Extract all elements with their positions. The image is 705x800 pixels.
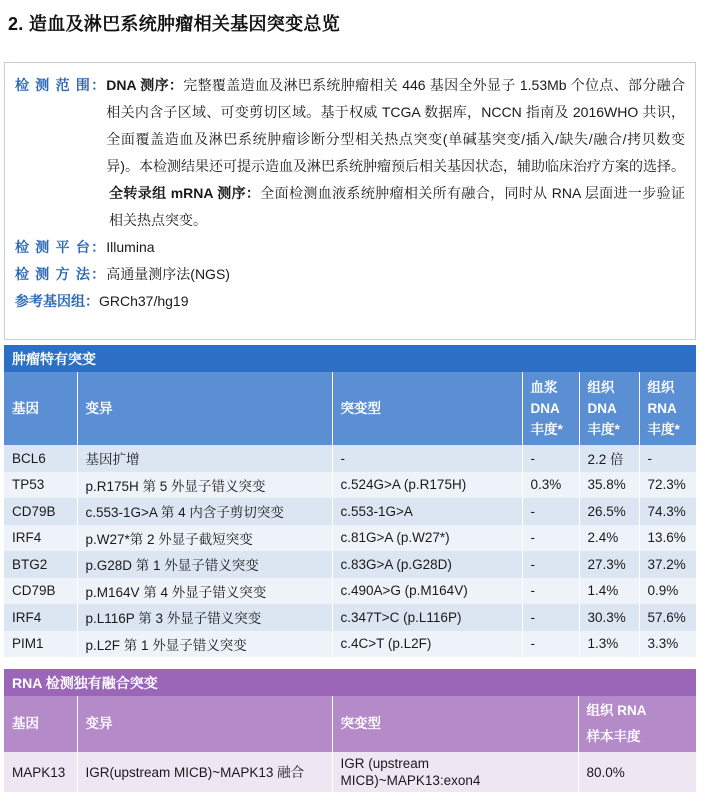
cell-tissue-rna: 0.9%: [647, 583, 679, 599]
dna-sequencing-text: [106, 72, 685, 180]
page-title: 2. 造血及淋巴系统肿瘤相关基因突变总览: [8, 14, 341, 34]
table-row: [4, 604, 696, 631]
dna-sequencing-desc: 完整覆盖造血及淋巴系统肿瘤相关 446 基因全外显子 1.53Mb 个位点、部分融合相关内含子区域、可变剪切区域。基于权威 TCGA 数据库，NCCN 指南及 2016WHO 共识，全面覆盖造血及淋巴系统肿瘤诊断分型相关热点突变(单碱基突变/插入/缺失/融合/拷贝数变异)。本检测结果还可提示造血及淋巴系统肿瘤预后相关基因状态，辅助临床治疗方案的选择。: [106, 77, 685, 174]
cell-tissue-dna: 2.4%: [579, 525, 639, 552]
cell-gene: PIM1: [4, 631, 77, 658]
reference-genome-value: GRCh37/hg19: [99, 293, 189, 309]
cell-tissue-dna: 26.5%: [579, 498, 639, 525]
cell-variant: p.W27*第 2 外显子截短突变: [77, 525, 332, 552]
cell-mutation-type: c.524G>A (p.R175H): [332, 472, 522, 499]
cell-tissue-rna: 3.3%: [647, 636, 679, 652]
cell-gene: CD79B: [4, 578, 77, 605]
cell-variant: c.553-1G>A 第 4 内含子剪切突变: [77, 498, 332, 525]
cell-plasma-dna: -: [522, 525, 579, 552]
cell-gene: IRF4: [4, 525, 77, 552]
cell-gene: BCL6: [4, 445, 77, 472]
tumor-mutation-section-title: 肿瘤特有突变: [4, 345, 696, 372]
detection-method-label: 检 测 方 法：: [15, 266, 107, 282]
table-row: [4, 525, 696, 552]
detection-platform-label: 检 测 平 台：: [15, 239, 107, 255]
cell-tissue-rna: 72.3%: [647, 477, 686, 493]
rna-cell-variant: IGR(upstream MICB)~MAPK13 融合: [77, 752, 332, 792]
cell-tissue-rna: 57.6%: [647, 609, 686, 625]
rna-cell-sample-abundance: 80.0%: [586, 764, 625, 780]
detection-platform-row: [15, 234, 685, 261]
cell-tissue-dna: 27.3%: [579, 551, 639, 578]
cell-variant: p.G28D 第 1 外显子错义突变: [77, 551, 332, 578]
cell-variant: p.L2F 第 1 外显子错义突变: [77, 631, 332, 658]
detection-method-row: [15, 261, 685, 288]
tumor-table-header-row: [4, 372, 696, 445]
cell-tissue-rna: 37.2%: [647, 556, 686, 572]
detection-method-value: 高通量测序法(NGS): [106, 266, 230, 282]
rna-fusion-table: [4, 696, 696, 792]
cell-tissue-rna: -: [647, 450, 652, 466]
detection-info-box: [4, 62, 696, 340]
cell-tissue-dna: 30.3%: [579, 604, 639, 631]
detection-platform-value: Illumina: [106, 239, 155, 255]
cell-variant: 基因扩增: [77, 445, 332, 472]
rna-table-header-row: [4, 696, 696, 752]
cell-variant: p.R175H 第 5 外显子错义突变: [77, 472, 332, 499]
reference-genome-row: [15, 288, 685, 315]
cell-gene: BTG2: [4, 551, 77, 578]
detection-scope-row: [15, 72, 685, 180]
rna-col-header-mutation-type: 突变型: [332, 696, 578, 752]
cell-variant: p.L116P 第 3 外显子错义突变: [77, 604, 332, 631]
cell-tissue-dna: 2.2 倍: [579, 445, 639, 472]
cell-gene: TP53: [4, 472, 77, 499]
cell-mutation-type: c.81G>A (p.W27*): [332, 525, 522, 552]
table-row: [4, 498, 696, 525]
rna-col-header-gene: 基因: [4, 696, 77, 752]
cell-mutation-type: c.4C>T (p.L2F): [332, 631, 522, 658]
cell-gene: CD79B: [4, 498, 77, 525]
cell-plasma-dna: -: [522, 498, 579, 525]
detection-scope-label: 检 测 范 围：: [15, 77, 107, 93]
rna-col-header-sample-abundance: 组织 RNA 样本丰度: [578, 696, 696, 752]
table-row: [4, 551, 696, 578]
table-row: [4, 472, 696, 499]
rna-col-header-variant: 变异: [77, 696, 332, 752]
cell-mutation-type: c.83G>A (p.G28D): [332, 551, 522, 578]
cell-tissue-dna: 1.3%: [579, 631, 639, 658]
rna-cell-mutation-type: IGR (upstream MICB)~MAPK13:exon4: [332, 752, 578, 792]
col-header-gene: 基因: [4, 372, 77, 445]
cell-tissue-dna: 35.8%: [579, 472, 639, 499]
cell-tissue-rna: 74.3%: [647, 503, 686, 519]
rna-fusion-section-title: RNA 检测独有融合突变: [4, 669, 696, 696]
cell-mutation-type: c.553-1G>A: [332, 498, 522, 525]
cell-plasma-dna: 0.3%: [522, 472, 579, 499]
tumor-mutation-table: [4, 372, 696, 657]
cell-plasma-dna: -: [522, 445, 579, 472]
cell-variant: p.M164V 第 4 外显子错义突变: [77, 578, 332, 605]
cell-plasma-dna: -: [522, 578, 579, 605]
reference-genome-label: 参考基因组：: [15, 293, 99, 309]
rna-cell-gene: MAPK13: [4, 752, 77, 792]
rna-sequencing-text: [15, 180, 685, 234]
cell-mutation-type: c.490A>G (p.M164V): [332, 578, 522, 605]
col-header-mutation-type: 突变型: [332, 372, 522, 445]
cell-mutation-type: c.347T>C (p.L116P): [332, 604, 522, 631]
col-header-variant: 变异: [77, 372, 332, 445]
cell-gene: IRF4: [4, 604, 77, 631]
col-header-tissue-rna: 组织 RNA 丰度*: [639, 372, 696, 445]
rna-sequencing-desc: 全面检测血液系统肿瘤相关所有融合，同时从 RNA 层面进一步验证相关热点突变。: [109, 185, 685, 228]
cell-plasma-dna: -: [522, 604, 579, 631]
rna-sequencing-lead: 全转录组 mRNA 测序：: [109, 185, 261, 201]
table-row: [4, 631, 696, 658]
table-row: [4, 445, 696, 472]
cell-tissue-rna: 13.6%: [647, 530, 686, 546]
table-row: [4, 578, 696, 605]
dna-sequencing-lead: DNA 测序：: [106, 77, 184, 93]
cell-mutation-type: -: [332, 445, 522, 472]
cell-plasma-dna: -: [522, 631, 579, 658]
cell-tissue-dna: 1.4%: [579, 578, 639, 605]
col-header-tissue-dna: 组织 DNA 丰度*: [579, 372, 639, 445]
cell-plasma-dna: -: [522, 551, 579, 578]
table-row: [4, 752, 696, 792]
col-header-plasma-dna: 血浆 DNA 丰度*: [522, 372, 579, 445]
